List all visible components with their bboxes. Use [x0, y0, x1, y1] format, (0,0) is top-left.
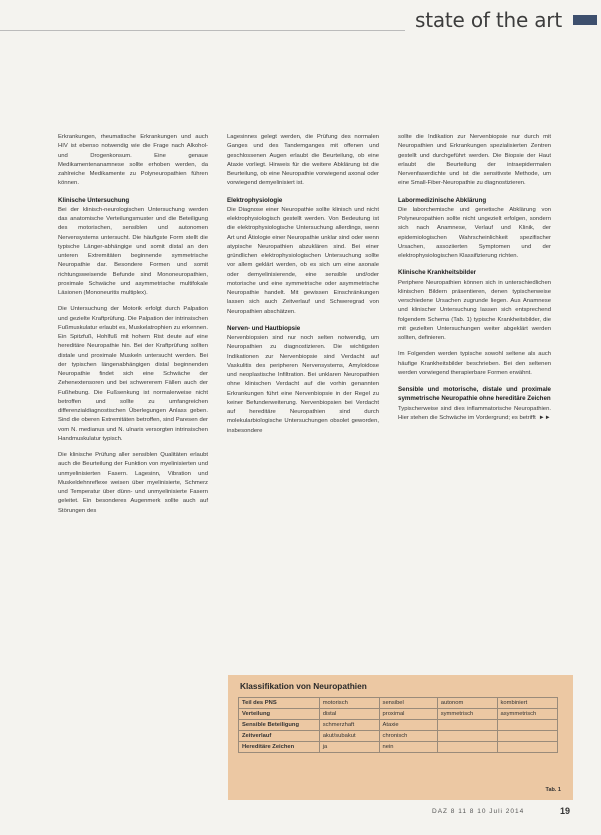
table-cell: motorisch — [319, 698, 379, 709]
table-cell: Ataxie — [379, 720, 437, 731]
row-label: Verteilung — [239, 709, 320, 720]
section-heading: Sensible und motorische, distale und proximale symmetrische Neuropathie ohne hereditäre Zeichen — [398, 386, 551, 403]
table-cell: kombiniert — [497, 698, 557, 709]
paragraph: Die laborchemische und genetische Abklärung von Polyneuropathien sollte nicht ungezielt erfolgen, sondern sich nach Anamnese, Verlauf und Klinik, der epidemiologischen Wahrscheinlichkeit spezifischer Ursachen, assoziierten Symptomen und der elektrophysiologischen Klassifizierung richten. — [398, 206, 551, 259]
table-cell — [437, 742, 497, 753]
paragraph: Lagesinnes gelegt werden, die Prüfung des normalen Ganges und des Tandemganges mit offenen und geschlossenen Augen erlaubt die Beurteilung, ob eine Ataxie vorliegt. Hinweis für die weitere Abklärung ist die Beurteilung, ob eine Neuropathie vorwiegend axonal oder vorwiegend demyelinisiert ist. — [227, 134, 379, 187]
table-cell: sensibel — [379, 698, 437, 709]
table-cell — [437, 731, 497, 742]
table-cell: distal — [319, 709, 379, 720]
paragraph: Periphere Neuropathien können sich in unterschiedlichen klinischen Bildern präsentieren, denen typischerweise verschiedene Ursachen zugrunde liegen. Aus Anamnese und klinischer Untersuchung lassen sich entsprechend folgendem Schema (Tab. 1) typische Krankheitsbilder, die mit gezielten Untersuchungen weiter abgeklärt werden sollten, definieren. — [398, 279, 551, 341]
row-label: Zeitverlauf — [239, 731, 320, 742]
row-label: Hereditäre Zeichen — [239, 742, 320, 753]
section-heading: Klinische Untersuchung — [58, 196, 130, 204]
journal-footer: DAZ 8 11 8 10 Juli 2014 — [432, 808, 525, 815]
table-cell: ja — [319, 742, 379, 753]
page-number: 19 — [560, 806, 571, 816]
section-heading: Nerven- und Hautbiopsie — [227, 324, 301, 332]
section-heading: Klinische Krankheitsbilder — [398, 269, 477, 277]
paragraph: Nervenbiopsien sind nur noch selten notwendig, um Neuropathien zu diagnostizieren. Die wichtigsten Indikationen zur Nervenbiopsie sind Verdacht auf Vaskulitis des peripheren Nervensystems, Amyloidose und neoplastische Infiltration. Bei unklaren Neuropathien ohne klinischen Verdacht auf die vorhin genannten Erkrankungen führt eine Nervenbiopsie in der Regel zu keiner Befunderweiterung. Nervenbiopsien bei Verdacht auf hereditäre Neuropathien sind durch molekularbiologische Untersuchungen obsolet geworden, insbesondere — [227, 335, 379, 434]
paragraph: Die Diagnose einer Neuropathie sollte klinisch und nicht elektrophysiologisch gestellt werden. Von Bedeutung ist die elektrophysiologische Untersuchung allerdings, wenn Art und Ätiologie einer Neuropathie unklar sind oder wenn atypische Neuropathien abzuklären sind. Bei einer gründlichen elektrophysiologischen Untersuchung sollte vor allem geklärt werden, ob es sich um eine axonale oder demyelinisierende, eine sensible und/oder motorische und eine symmetrische oder asymmetrische Neuropathie handelt. Mit gewissen Einschränkungen lassen sich auch Zeitverlauf und Schweregrad von Neuropathien abschätzen. — [227, 206, 379, 315]
section-heading: Labormedizinische Abklärung — [398, 196, 487, 204]
table-row — [239, 698, 558, 709]
table-title: Klassifikation von Neuropathien — [240, 681, 367, 691]
section-title: state of the art — [415, 8, 562, 32]
table-cell: akut/subakut — [319, 731, 379, 742]
header-rule — [0, 0, 405, 31]
table-cell: schmerzhaft — [319, 720, 379, 731]
paragraph: Bei der klinisch-neurologischen Untersuchung werden das anatomische Verteilungsmuster und die Beteiligung des motorischen, sensiblen und autonomen Nervensystems untersucht. Die häufigste Form stellt die typische Länger-abhängige und somit distal an den unteren Extremitäten beginnende symmetrische Neuropathie dar. Besondere Formen und somit richtungsweisende Befunde sind Mononeuropathien, proximale Schwäche und asymmetrische multifokale Läsionen (Mononeuritis multiplex). — [58, 206, 208, 296]
text-column-1 — [58, 133, 208, 523]
table-cell: asymmetrisch — [497, 709, 557, 720]
section-heading: Elektrophysiologie — [227, 196, 283, 204]
table-row — [239, 709, 558, 720]
row-label: Sensible Beteiligung — [239, 720, 320, 731]
table-cell: symmetrisch — [437, 709, 497, 720]
row-label: Teil des PNS — [239, 698, 320, 709]
paragraph — [398, 405, 551, 424]
text-column-3 — [398, 133, 551, 430]
table-row — [239, 720, 558, 731]
paragraph: sollte die Indikation zur Nervenbiopsie nur durch mit Neuropathien und Erkrankungen spezialisierten Zentren gestellt und durchgeführt werden. Die Biopsie der Haut erlaubt die Beurteilung der intraepidermalen Nervenfaserdichte und ist die sensitivste Methode, um eine Small-Fiber-Neuropathie zu diagnostizieren. — [398, 134, 551, 187]
classification-table-box — [228, 675, 573, 800]
continue-arrow-icon: ►► — [538, 414, 551, 421]
classification-table — [238, 697, 558, 753]
table-row — [239, 731, 558, 742]
table-cell: proximal — [379, 709, 437, 720]
paragraph: Im Folgenden werden typische sowohl seltene als auch häufige Krankheitsbilder beschrieben. Bei den seltenen werden vorwiegend therapierbare Formen erwähnt. — [398, 351, 551, 376]
table-cell: autonom — [437, 698, 497, 709]
table-cell: chronisch — [379, 731, 437, 742]
paragraph: Die Untersuchung der Motorik erfolgt durch Palpation und gezielte Kraftprüfung. Die Palpation der intrinsischen Fußmuskulatur erlaubt es, Muskelatrophien zu erkennen. Ein Spitzfuß, Hohlfuß mit hohem Rist deute auf eine hereditäre Neuropathie hin. Bei der Kraftprüfung sollten distale und proximale Muskeln untersucht werden. Bei der typischen längenabhängigen distal beginnenden Neuropathie findet sich eine Schwäche der Zehenextensoren und bei schwererem Fällen auch der Fußhebung. Die Fußsenkung ist normalerweise nicht betroffen und sollte zu umfangreichen differenzialdiagnostischen Überlegungen Anlass geben. Sind die oberen Extremitäten betroffen, sind Paresen der vom N. medianus und N. ulnaris versorgten intrinsischen Handmuskulatur typisch. — [58, 306, 208, 442]
paragraph-text: Typischerweise sind dies inflammatorische Neuropathien. Hier stehen die Schwäche im Vordergrund; es betrifft — [398, 405, 551, 421]
table-caption: Tab. 1 — [545, 787, 561, 793]
table-cell — [437, 720, 497, 731]
table-row — [239, 742, 558, 753]
table-cell — [497, 731, 557, 742]
text-column-2 — [227, 133, 379, 443]
table-cell — [497, 742, 557, 753]
paragraph: Die klinische Prüfung aller sensiblen Qualitäten erlaubt auch die Beurteilung der Funktion von myelinisierten und unmyelinisierten Fasern. Lagesinn, Vibration und Muskeldehnreflexe weisen über myelinisierte, Schmerz und Temperatur über dünn- und unmyelinisierte Fasern geleitet. Ein besonderes Augenmerk sollte auch auf Störungen des — [58, 452, 208, 514]
table-cell: nein — [379, 742, 437, 753]
table-cell — [497, 720, 557, 731]
paragraph: Erkrankungen, rheumatische Erkrankungen und auch HIV ist ebenso notwendig wie die Frage nach Alkohol- und Drogenkonsum. Eine genaue Medikamentenanamnese sollte erhoben werden, da zahlreiche Medikamente zu Polyneuropathien führen können. — [58, 134, 208, 187]
header-accent-block — [573, 15, 597, 25]
